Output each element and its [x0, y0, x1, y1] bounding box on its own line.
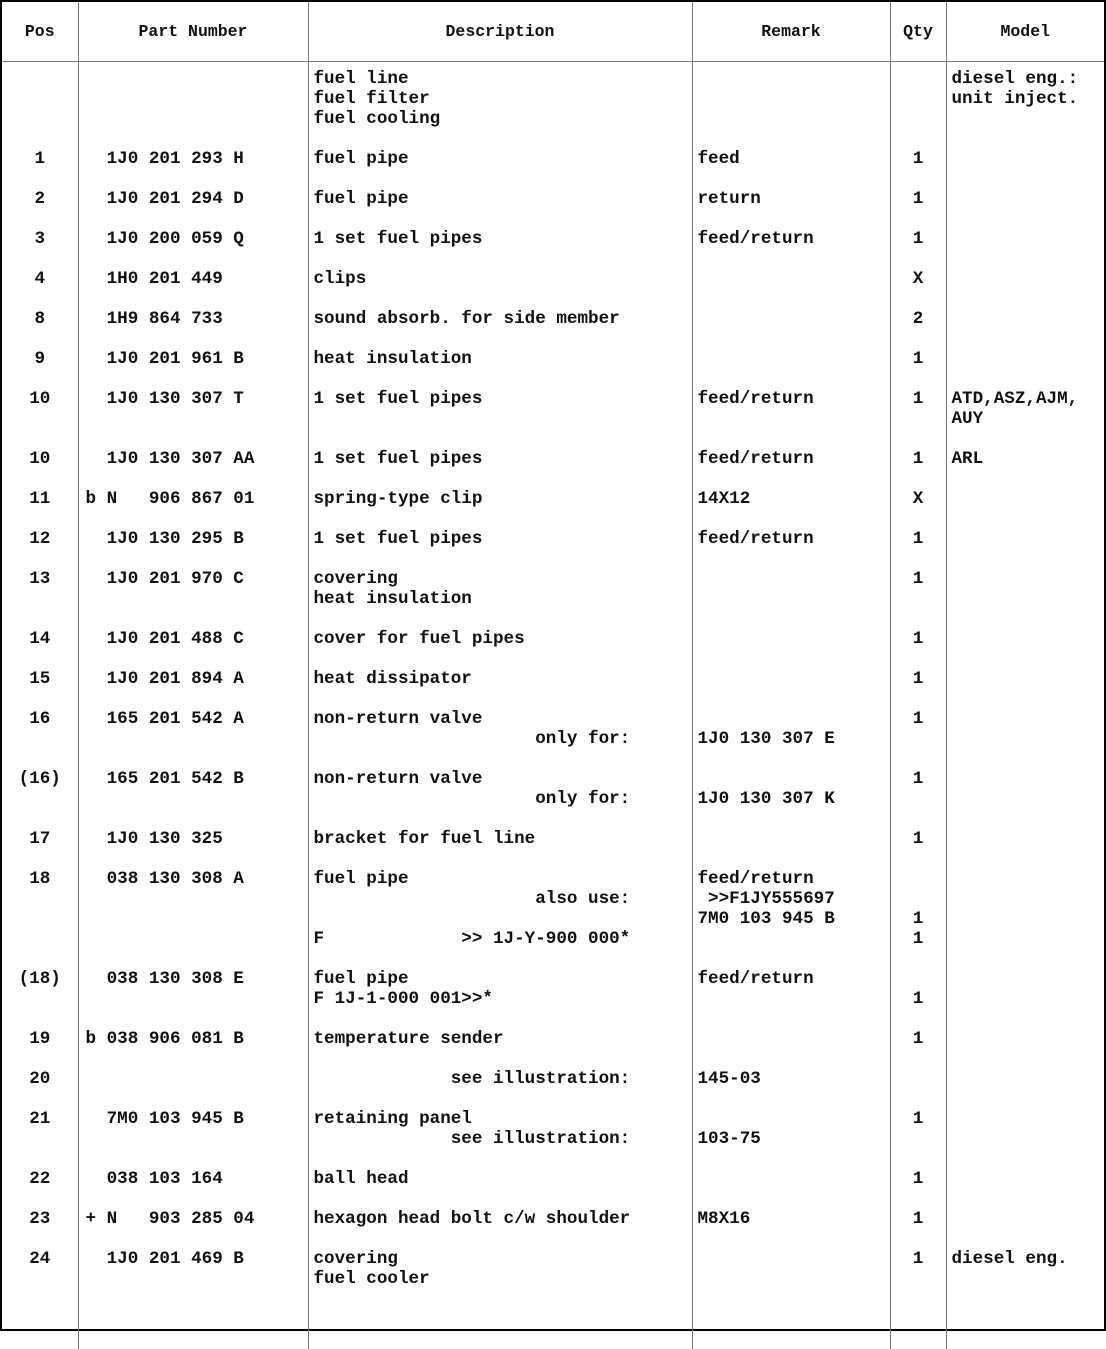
qty-cell: 1 — [912, 989, 924, 1009]
table-header-row — [2, 2, 1104, 62]
part-number-cell: 038 130 308 A — [85, 869, 244, 889]
remark-cell — [693, 1249, 890, 1309]
model-cell — [947, 709, 1105, 769]
part-number-cell: 1J0 201 293 H — [85, 149, 244, 169]
pos-cell: 16 — [29, 709, 51, 729]
pos-cell: 22 — [29, 1169, 51, 1189]
pos-cell: 12 — [29, 529, 51, 549]
pos-cell: 4 — [34, 269, 46, 289]
pos-cell: (18) — [18, 969, 61, 989]
part-number-cell — [79, 69, 308, 149]
remark-cell — [693, 349, 890, 389]
qty-cell — [891, 1069, 946, 1109]
description-cell: fuel pipe — [313, 149, 409, 169]
model-cell — [947, 1209, 1105, 1249]
table-row — [2, 349, 1104, 389]
part-number-cell: 1J0 201 488 C — [85, 629, 244, 649]
model-cell — [947, 189, 1105, 229]
remark-cell — [693, 1169, 890, 1209]
remark-cell: feed — [697, 149, 740, 169]
header-pos: Pos — [2, 2, 78, 62]
qty-cell: 1 — [912, 1169, 924, 1189]
description-cell: temperature sender — [313, 1029, 504, 1049]
table-row — [2, 189, 1104, 229]
qty-cell: 1 — [912, 149, 924, 169]
remark-cell: feed/return — [697, 389, 814, 409]
qty-cell: 2 — [912, 309, 924, 329]
model-cell — [947, 669, 1105, 709]
table-row — [2, 309, 1104, 349]
pos-cell: 11 — [29, 489, 51, 509]
remark-cell: 1J0 130 307 K — [697, 789, 835, 809]
table-row — [2, 1069, 1104, 1109]
qty-cell: 1 — [912, 1109, 924, 1129]
model-cell — [947, 1169, 1105, 1209]
remark-cell: M8X16 — [697, 1209, 751, 1229]
qty-cell: 1 — [912, 1029, 924, 1049]
remark-cell: feed/return — [697, 229, 814, 249]
header-remark: Remark — [692, 2, 890, 62]
description-cell: ball head — [313, 1169, 409, 1189]
model-cell — [947, 1109, 1105, 1169]
table-row — [2, 1169, 1104, 1209]
qty-cell: 1 — [912, 629, 924, 649]
qty-cell — [891, 69, 946, 149]
remark-cell — [693, 69, 890, 149]
remark-cell: feed/return >>F1JY555697 7M0 103 945 B — [697, 869, 835, 929]
description-cell: fuel line fuel filter fuel cooling — [313, 69, 441, 129]
description-cell: 1 set fuel pipes — [313, 529, 483, 549]
part-number-cell: 1J0 201 894 A — [85, 669, 244, 689]
model-cell — [947, 489, 1105, 529]
description-cell: non-return valve only for: — [313, 769, 631, 809]
remark-cell: return — [697, 189, 761, 209]
part-number-cell: 7M0 103 945 B — [85, 1109, 244, 1129]
remark-cell — [693, 269, 890, 309]
pos-cell: 19 — [29, 1029, 51, 1049]
description-cell: fuel pipe F 1J-1-000 001>>* — [313, 969, 493, 1009]
description-cell: fuel pipe also use: F >> 1J-Y-900 000* — [313, 869, 631, 949]
header-model: Model — [946, 2, 1104, 62]
qty-cell: X — [912, 489, 924, 509]
table-row — [2, 569, 1104, 629]
model-cell — [947, 229, 1105, 269]
table-row — [2, 969, 1104, 1029]
table-row — [2, 229, 1104, 269]
model-cell — [947, 629, 1105, 669]
table-row — [2, 489, 1104, 529]
model-cell — [947, 1069, 1105, 1109]
qty-cell: 1 — [912, 389, 924, 409]
part-number-cell: b 038 906 081 B — [85, 1029, 244, 1049]
table-row — [2, 69, 1104, 149]
pos-cell: 24 — [29, 1249, 51, 1269]
table-row — [2, 1249, 1104, 1309]
qty-cell: 1 — [912, 569, 924, 589]
qty-cell: 1 — [912, 769, 924, 789]
part-number-cell: 165 201 542 B — [85, 769, 244, 789]
header-qty: Qty — [890, 2, 946, 62]
model-cell: diesel eng.: unit inject. — [951, 69, 1079, 109]
pos-cell: 20 — [29, 1069, 51, 1089]
remark-cell — [693, 669, 890, 709]
pos-cell: 15 — [29, 669, 51, 689]
description-cell: fuel pipe — [313, 189, 409, 209]
pos-cell: (16) — [18, 769, 61, 789]
model-cell: ATD,ASZ,AJM, AUY — [951, 389, 1079, 429]
model-cell — [947, 869, 1105, 969]
description-cell: 1 set fuel pipes — [313, 449, 483, 469]
qty-cell: 1 — [912, 669, 924, 689]
table-row — [2, 869, 1104, 969]
qty-cell: 1 — [912, 449, 924, 469]
remark-cell — [693, 569, 890, 629]
qty-cell: 1 — [912, 349, 924, 369]
description-cell: 1 set fuel pipes — [313, 389, 483, 409]
model-cell — [947, 769, 1105, 829]
part-number-cell: 038 103 164 — [85, 1169, 223, 1189]
pos-cell: 1 — [34, 149, 46, 169]
table-row — [2, 669, 1104, 709]
description-cell: spring-type clip — [313, 489, 483, 509]
qty-cell: 1 1 — [912, 909, 924, 949]
remark-cell — [693, 829, 890, 869]
parts-table — [2, 2, 1104, 1349]
description-cell: retaining panel see illustration: — [313, 1109, 631, 1149]
pos-cell: 21 — [29, 1109, 51, 1129]
pos-cell: 10 — [29, 389, 51, 409]
qty-cell: 1 — [912, 829, 924, 849]
pos-cell: 2 — [34, 189, 46, 209]
pos-cell: 13 — [29, 569, 51, 589]
remark-cell — [693, 309, 890, 349]
model-cell — [947, 349, 1105, 389]
qty-cell: 1 — [912, 1249, 924, 1269]
pos-cell: 23 — [29, 1209, 51, 1229]
part-number-cell: 1J0 130 295 B — [85, 529, 244, 549]
qty-cell: 1 — [912, 189, 924, 209]
table-row — [2, 149, 1104, 189]
model-cell: ARL — [951, 449, 984, 469]
table-row — [2, 269, 1104, 309]
part-number-cell: b N 906 867 01 — [85, 489, 255, 509]
header-description: Description — [308, 2, 692, 62]
part-number-cell: 1J0 201 961 B — [85, 349, 244, 369]
model-cell: diesel eng. — [951, 1249, 1068, 1269]
model-cell — [947, 569, 1105, 629]
table-row — [2, 629, 1104, 669]
table-row — [2, 1109, 1104, 1169]
description-cell: 1 set fuel pipes — [313, 229, 483, 249]
header-part-number: Part Number — [78, 2, 308, 62]
qty-cell: X — [912, 269, 924, 289]
description-cell: hexagon head bolt c/w shoulder — [313, 1209, 631, 1229]
remark-cell — [693, 629, 890, 669]
table-row — [2, 389, 1104, 449]
remark-cell: 1J0 130 307 E — [697, 729, 835, 749]
model-cell — [947, 529, 1105, 569]
pos-cell: 9 — [34, 349, 46, 369]
description-cell: sound absorb. for side member — [313, 309, 620, 329]
qty-cell: 1 — [912, 1209, 924, 1229]
remark-cell: 103-75 — [697, 1129, 761, 1149]
part-number-cell: 165 201 542 A — [85, 709, 244, 729]
description-cell: heat insulation — [313, 349, 472, 369]
part-number-cell — [79, 1069, 308, 1109]
description-cell: covering heat insulation — [313, 569, 472, 609]
table-row — [2, 529, 1104, 569]
description-cell: see illustration: — [313, 1069, 631, 1089]
remark-cell: 14X12 — [697, 489, 751, 509]
pos-cell — [2, 69, 78, 149]
table-row — [2, 829, 1104, 869]
model-cell — [947, 1029, 1105, 1069]
model-cell — [947, 829, 1105, 869]
table-row — [2, 449, 1104, 489]
table-row — [2, 709, 1104, 769]
model-cell — [947, 969, 1105, 1029]
part-number-cell: 1J0 201 294 D — [85, 189, 244, 209]
model-cell — [947, 309, 1105, 349]
remark-cell: feed/return — [697, 449, 814, 469]
part-number-cell: 1H0 201 449 — [85, 269, 223, 289]
description-cell: heat dissipator — [313, 669, 472, 689]
model-cell — [947, 149, 1105, 189]
pos-cell: 14 — [29, 629, 51, 649]
part-number-cell: 1H9 864 733 — [85, 309, 223, 329]
description-cell: non-return valve only for: — [313, 709, 631, 749]
table-row — [2, 1029, 1104, 1069]
description-cell: cover for fuel pipes — [313, 629, 525, 649]
table-row — [2, 769, 1104, 829]
pos-cell: 8 — [34, 309, 46, 329]
table-row — [2, 1209, 1104, 1249]
qty-cell: 1 — [912, 709, 924, 729]
qty-cell: 1 — [912, 229, 924, 249]
pos-cell: 10 — [29, 449, 51, 469]
part-number-cell: 1J0 201 970 C — [85, 569, 244, 589]
part-number-cell: 038 130 308 E — [85, 969, 244, 989]
part-number-cell: 1J0 130 307 AA — [85, 449, 255, 469]
description-cell: clips — [313, 269, 367, 289]
part-number-cell: 1J0 130 325 — [85, 829, 223, 849]
part-number-cell: 1J0 201 469 B — [85, 1249, 244, 1269]
part-number-cell: + N 903 285 04 — [85, 1209, 255, 1229]
part-number-cell: 1J0 130 307 T — [85, 389, 244, 409]
pos-cell: 18 — [29, 869, 51, 889]
qty-cell: 1 — [912, 529, 924, 549]
description-cell: covering fuel cooler — [313, 1249, 430, 1289]
remark-cell: 145-03 — [697, 1069, 761, 1089]
part-number-cell: 1J0 200 059 Q — [85, 229, 244, 249]
pos-cell: 3 — [34, 229, 46, 249]
remark-cell — [693, 1029, 890, 1069]
remark-cell: feed/return — [697, 969, 814, 989]
model-cell — [947, 269, 1105, 309]
pos-cell: 17 — [29, 829, 51, 849]
description-cell: bracket for fuel line — [313, 829, 536, 849]
remark-cell: feed/return — [697, 529, 814, 549]
